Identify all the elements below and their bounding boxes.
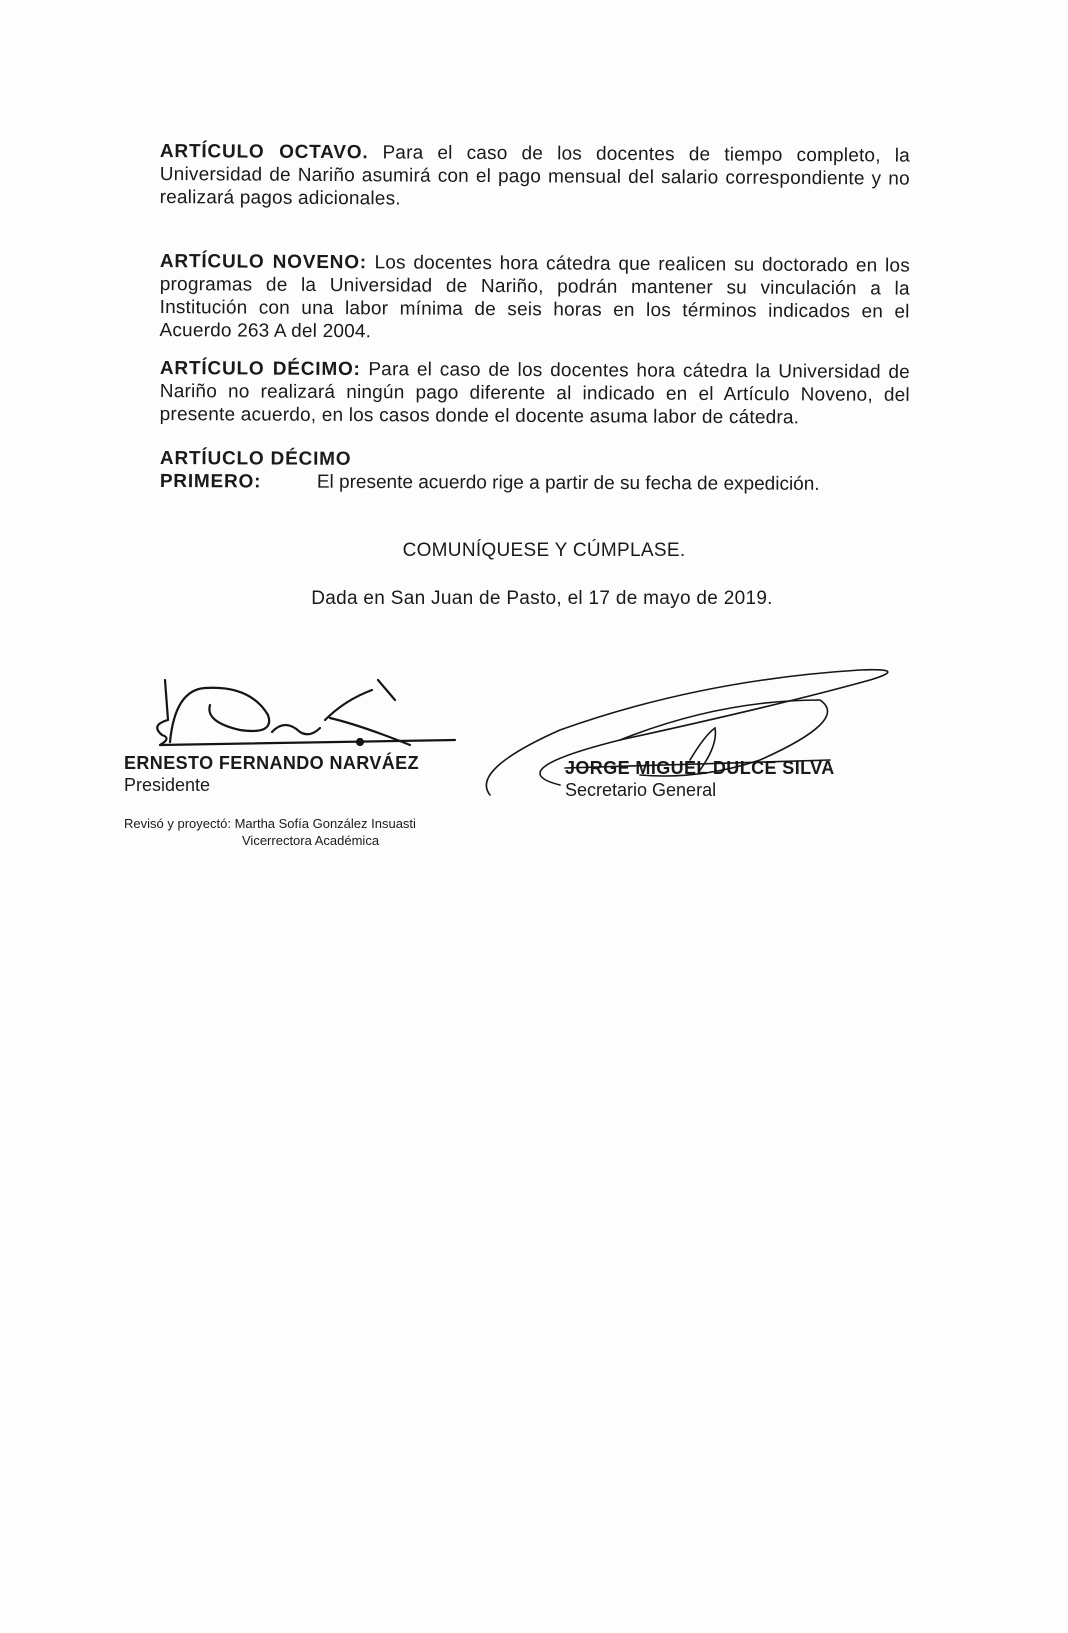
articulo-decimo-primero-heading-1: ARTÍUCLO DÉCIMO (159, 448, 352, 470)
reviso-name: Martha Sofía González Insuasti (234, 816, 416, 831)
reviso-block (124, 815, 416, 849)
signer-secretario-name: JORGE MIGUEL DULCE SILVA (565, 758, 835, 778)
signature-presidente-scribble (157, 680, 455, 745)
articulo-decimo-primero (160, 447, 860, 496)
signer-presidente-name: ERNESTO FERNANDO NARVÁEZ (124, 753, 419, 773)
articulo-decimo-primero-heading-2: PRIMERO: (159, 470, 262, 493)
dada-line: Dada en San Juan de Pasto, el 17 de mayo de 2019. (311, 588, 773, 609)
articulo-decimo-primero-text: El presente acuerdo rige a partir de su fecha de expedición. (316, 471, 820, 495)
reviso-role: Vicerrectora Académica (242, 833, 380, 848)
articulo-octavo (160, 140, 910, 214)
reviso-label: Revisó y proyectó: (124, 816, 231, 831)
articulo-decimo (160, 357, 910, 430)
articulo-octavo-text: Para el caso de los docentes de tiempo completo, la Universidad de Nariño asumirá con el pago mensual del salario correspondiente y no realizará pagos adicionales. (159, 142, 910, 210)
articulo-noveno-heading: ARTÍCULO NOVENO: (159, 250, 368, 274)
articulo-noveno-text: Los docentes hora cátedra que realicen su doctorado en los programas de la Universidad de Nariño, podrán mantener su vinculación a la Institución con una labor mínima de seis horas en los términos indicados en el Acuerdo 263 A del 2004. (159, 252, 910, 343)
signer-secretario-role: Secretario General (565, 780, 717, 800)
articulo-decimo-text: Para el caso de los docentes hora cátedra la Universidad de Nariño no realizará ningún pago diferente al indicado en el Artículo Noveno, del presente acuerdo, en los casos donde el docente asuma labor de cátedra. (159, 359, 911, 429)
signer-presidente (124, 752, 419, 796)
signer-secretario (565, 757, 835, 801)
articulo-octavo-heading: ARTÍCULO OCTAVO. (159, 140, 369, 164)
articulo-decimo-heading: ARTÍCULO DÉCIMO: (159, 358, 361, 381)
signer-presidente-role: Presidente (124, 775, 211, 795)
articulo-noveno (159, 250, 910, 347)
comuniquese-line: COMUNÍQUESE Y CÚMPLASE. (402, 540, 686, 561)
